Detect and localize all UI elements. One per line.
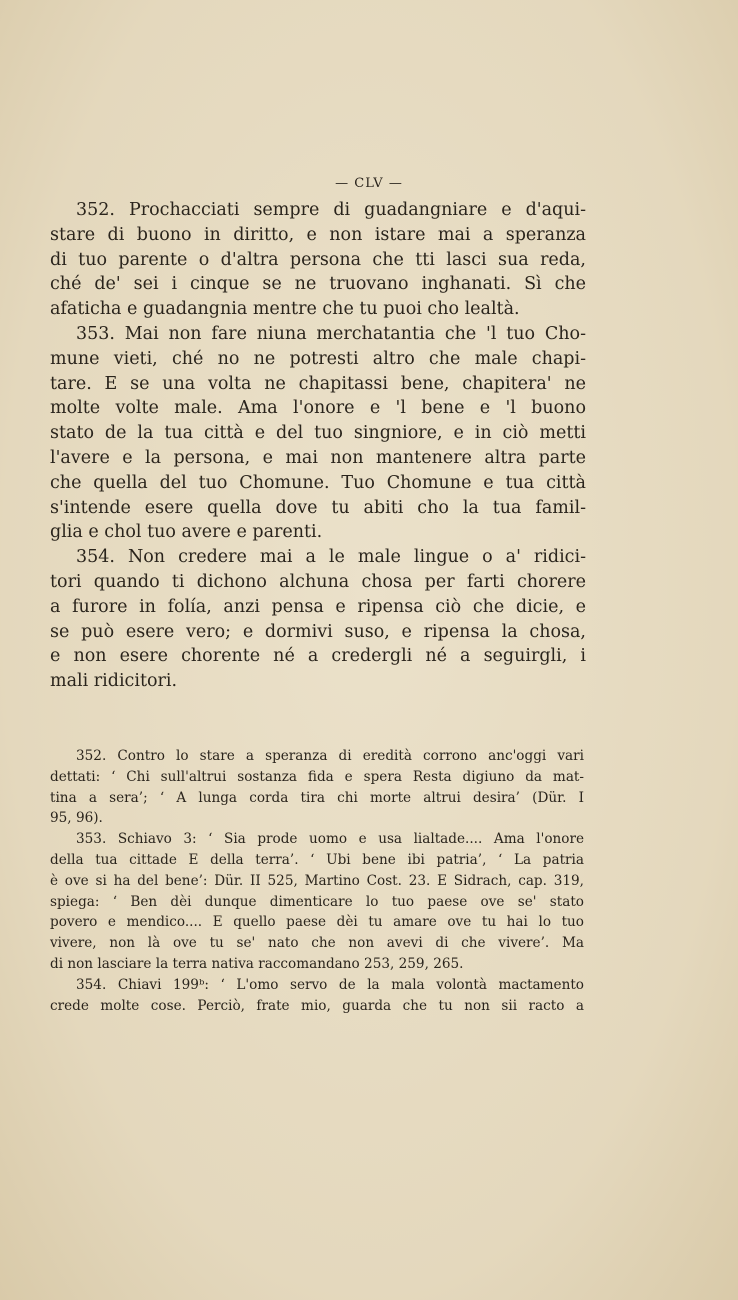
text-line: se può esere vero; e dormivi suso, e ripensa la chosa, bbox=[50, 621, 586, 642]
footnote-line: 352. Contro lo stare a speranza di eredità corrono anc'oggi vari bbox=[76, 748, 584, 764]
text-line: l'avere e la persona, e mai non mantenere altra parte bbox=[50, 447, 586, 468]
text-line: afaticha e guadangnia mentre che tu puoi cho lealtà. bbox=[50, 299, 520, 320]
footnote-line: povero e mendico.... E quello paese dèi tu amare ove tu hai lo tuo bbox=[50, 914, 584, 931]
text-line: a furore in folía, anzi pensa e ripensa ciò che dicie, e bbox=[50, 596, 586, 617]
text-line: mali ridicitori. bbox=[50, 671, 178, 692]
footnote-line: della tua cittade E della terra’. ‘ Ubi bene ibi patria’, ‘ La patria bbox=[50, 851, 584, 868]
text-line: 353. Mai non fare niuna merchatantia che 'l tuo Cho- bbox=[76, 323, 586, 344]
text-line: 352. Prochacciati sempre di guadangniare e d'aqui- bbox=[76, 200, 586, 220]
text-line: che quella del tuo Chomune. Tuo Chomune e tua città bbox=[50, 472, 586, 493]
text-line: tori quando ti dichono alchuna chosa per farti chorere bbox=[50, 571, 586, 592]
text-line: stato de la tua città e del tuo singniore, e in ciò metti bbox=[50, 423, 586, 444]
page-number: — CLV — bbox=[335, 176, 403, 191]
footnote-line: 353. Schiavo 3: ‘ Sia prode uomo e usa lialtade.... Ama l'onore bbox=[76, 831, 584, 848]
text-line: tare. E se una volta ne chapitassi bene, chapitera' ne bbox=[50, 373, 586, 394]
footnote-line: di non lasciare la terra nativa raccomandano 253, 259, 265. bbox=[50, 955, 464, 972]
main-text bbox=[50, 198, 586, 694]
footnote-line: dettati: ‘ Chi sull'altrui sostanza fida e spera Resta digiuno da mat- bbox=[50, 768, 584, 785]
text-line: molte volte male. Ama l'onore e 'l bene e 'l buono bbox=[50, 398, 586, 419]
text-line: glia e chol tuo avere e parenti. bbox=[50, 522, 323, 543]
footnote-line: 354. Chiavi 199ᵇ: ‘ L'omo servo de la mala volontà mactamento bbox=[76, 976, 584, 993]
text-line: di tuo parente o d'altra persona che tti lasci sua reda, bbox=[50, 249, 586, 270]
text-line: e non esere chorente né a credergli né a seguirgli, i bbox=[50, 646, 586, 667]
text-line: mune vieti, ché no ne potresti altro che male chapi- bbox=[50, 348, 586, 369]
footnote-line: 95, 96). bbox=[50, 810, 103, 827]
footnotes bbox=[50, 746, 584, 1016]
footnote-line: tina a sera’; ‘ A lunga corda tira chi morte altrui desira’ (Dür. I bbox=[50, 789, 584, 806]
footnote-line: crede molte cose. Perciò, frate mio, guarda che tu non sii racto a bbox=[50, 997, 584, 1014]
footnote-line: è ove si ha del bene’: Dür. II 525, Martino Cost. 23. E Sidrach, cap. 319, bbox=[50, 872, 584, 889]
text-line: stare di buono in diritto, e non istare mai a speranza bbox=[50, 224, 586, 245]
text-line: ché de' sei i cinque se ne truovano inghanati. Sì che bbox=[50, 274, 586, 295]
footnote-line: spiega: ‘ Ben dèi dunque dimenticare lo tuo paese ove se' stato bbox=[50, 893, 584, 910]
footnote-line: vivere, non là ove tu se' nato che non avevi di che vivere’. Ma bbox=[50, 935, 584, 952]
text-line: s'intende esere quella dove tu abiti cho la tua famil- bbox=[50, 497, 586, 518]
text-line: 354. Non credere mai a le male lingue o a' ridici- bbox=[76, 547, 586, 568]
